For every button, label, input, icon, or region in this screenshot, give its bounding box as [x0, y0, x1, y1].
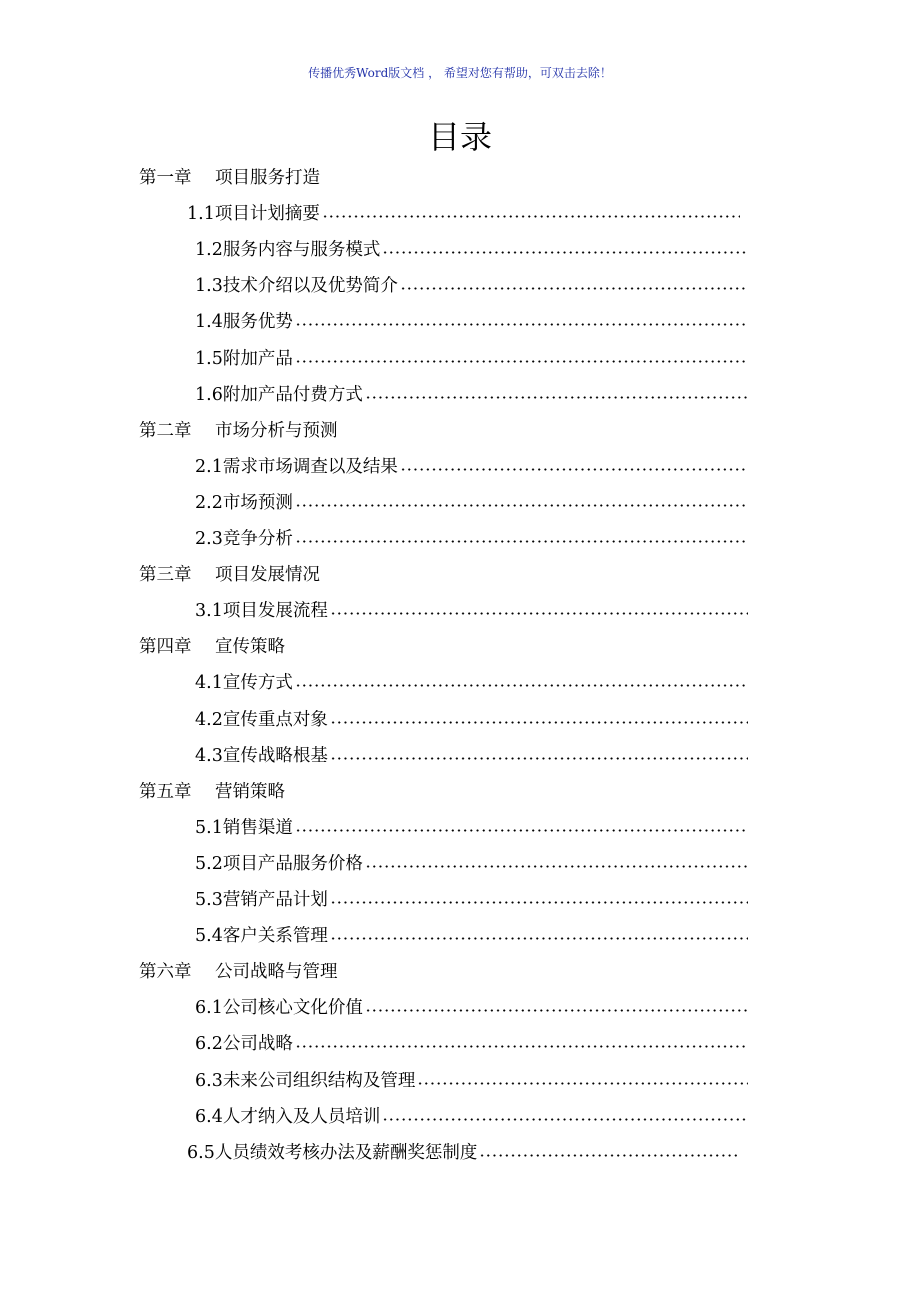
section-title: 5.2项目产品服务价格: [195, 853, 363, 874]
dot-leader: [328, 705, 748, 735]
section-title: 1.6附加产品付费方式: [195, 384, 363, 405]
toc-section-entry[interactable]: [195, 235, 748, 265]
dot-leader: [293, 668, 748, 698]
section-title: 6.2公司战略: [195, 1034, 293, 1055]
section-title: 6.5人员绩效考核办法及薪酬奖惩制度: [187, 1142, 478, 1163]
section-title: 2.3竞争分析: [195, 529, 293, 549]
chapter-number: 第一章: [139, 168, 192, 188]
chapter-title: 市场分析与预测: [215, 420, 338, 441]
chapter-number: 第六章: [139, 962, 192, 983]
toc-section-entry[interactable]: [195, 1066, 748, 1096]
section-title: 5.3营销产品计划: [195, 890, 328, 910]
dot-leader: [328, 921, 748, 951]
chapter-number: 第三章: [139, 565, 192, 586]
section-title: 6.3未来公司组织结构及管理: [195, 1070, 416, 1091]
dot-leader: [328, 741, 748, 771]
section-title: 2.2市场预测: [195, 492, 293, 513]
section-title: 4.3宣传战略根基: [195, 745, 328, 766]
toc-section-entry[interactable]: [195, 921, 748, 951]
section-title: 6.4人才纳入及人员培训: [195, 1106, 381, 1127]
chapter-title: 宣传策略: [215, 637, 285, 658]
dot-leader: [380, 1102, 748, 1132]
dot-leader: [398, 452, 748, 482]
toc-chapter-entry[interactable]: [139, 957, 338, 987]
dot-leader: [380, 235, 748, 265]
chapter-title: 项目服务打造: [215, 168, 320, 188]
chapter-number: 第二章: [139, 420, 192, 441]
chapter-title: 公司战略与管理: [215, 962, 338, 983]
dot-leader: [293, 1029, 748, 1059]
section-title: 1.2服务内容与服务模式: [195, 240, 381, 261]
dot-leader: [293, 524, 748, 554]
section-title: 1.5附加产品: [195, 348, 293, 369]
toc-section-entry[interactable]: [187, 1138, 740, 1168]
toc-section-entry[interactable]: [195, 271, 748, 301]
toc-chapter-entry[interactable]: [139, 416, 338, 446]
section-title: 2.1需求市场调查以及结果: [195, 456, 398, 477]
toc-section-entry[interactable]: [195, 488, 748, 518]
section-title: 1.4服务优势: [195, 312, 293, 333]
chapter-number: 第四章: [139, 637, 192, 658]
section-title: 4.2宣传重点对象: [195, 709, 328, 730]
chapter-number: 第五章: [139, 781, 192, 802]
toc-section-entry[interactable]: [195, 849, 748, 879]
toc-section-entry[interactable]: [195, 668, 748, 698]
chapter-title: 营销策略: [215, 781, 285, 802]
dot-leader: [293, 813, 748, 843]
dot-leader: [363, 380, 748, 410]
toc-section-entry[interactable]: [195, 452, 748, 482]
toc-chapter-entry[interactable]: [139, 163, 320, 193]
toc-section-entry[interactable]: [195, 993, 748, 1023]
header-note: 传播优秀Word版文档 ， 希望对您有帮助，可双击去除！: [308, 66, 612, 80]
chapter-title: 项目发展情况: [215, 565, 320, 586]
toc-section-entry[interactable]: [195, 380, 748, 410]
dot-leader: [415, 1066, 748, 1096]
toc-section-entry[interactable]: [195, 524, 748, 554]
toc-chapter-entry[interactable]: [139, 632, 285, 662]
dot-leader: [293, 488, 748, 518]
toc-section-entry[interactable]: [195, 596, 748, 626]
section-title: 1.1项目计划摘要: [187, 204, 320, 225]
section-title: 5.4客户关系管理: [195, 926, 328, 947]
toc-section-entry[interactable]: [195, 705, 748, 735]
toc-section-entry[interactable]: [195, 1029, 748, 1059]
toc-chapter-entry[interactable]: [139, 777, 285, 807]
dot-leader: [363, 993, 748, 1023]
section-title: 1.3技术介绍以及优势简介: [195, 276, 398, 297]
dot-leader: [477, 1138, 740, 1168]
dot-leader: [363, 849, 748, 879]
toc-section-entry[interactable]: [187, 199, 740, 229]
section-title: 4.1宣传方式: [195, 673, 293, 694]
toc-section-entry[interactable]: [195, 307, 748, 337]
dot-leader: [398, 271, 748, 301]
toc-section-entry[interactable]: [195, 741, 748, 771]
section-title: 6.1公司核心文化价值: [195, 998, 363, 1019]
toc-chapter-entry[interactable]: [139, 560, 320, 590]
toc-section-entry[interactable]: [195, 885, 748, 915]
dot-leader: [293, 344, 748, 374]
dot-leader: [328, 596, 748, 626]
dot-leader: [320, 199, 740, 229]
toc-section-entry[interactable]: [195, 813, 748, 843]
section-title: 5.1销售渠道: [195, 817, 293, 838]
toc-section-entry[interactable]: [195, 344, 748, 374]
section-title: 3.1项目发展流程: [195, 601, 328, 622]
page-title: 目录: [427, 118, 492, 156]
dot-leader: [328, 885, 748, 915]
toc-section-entry[interactable]: [195, 1102, 748, 1132]
dot-leader: [293, 307, 748, 337]
